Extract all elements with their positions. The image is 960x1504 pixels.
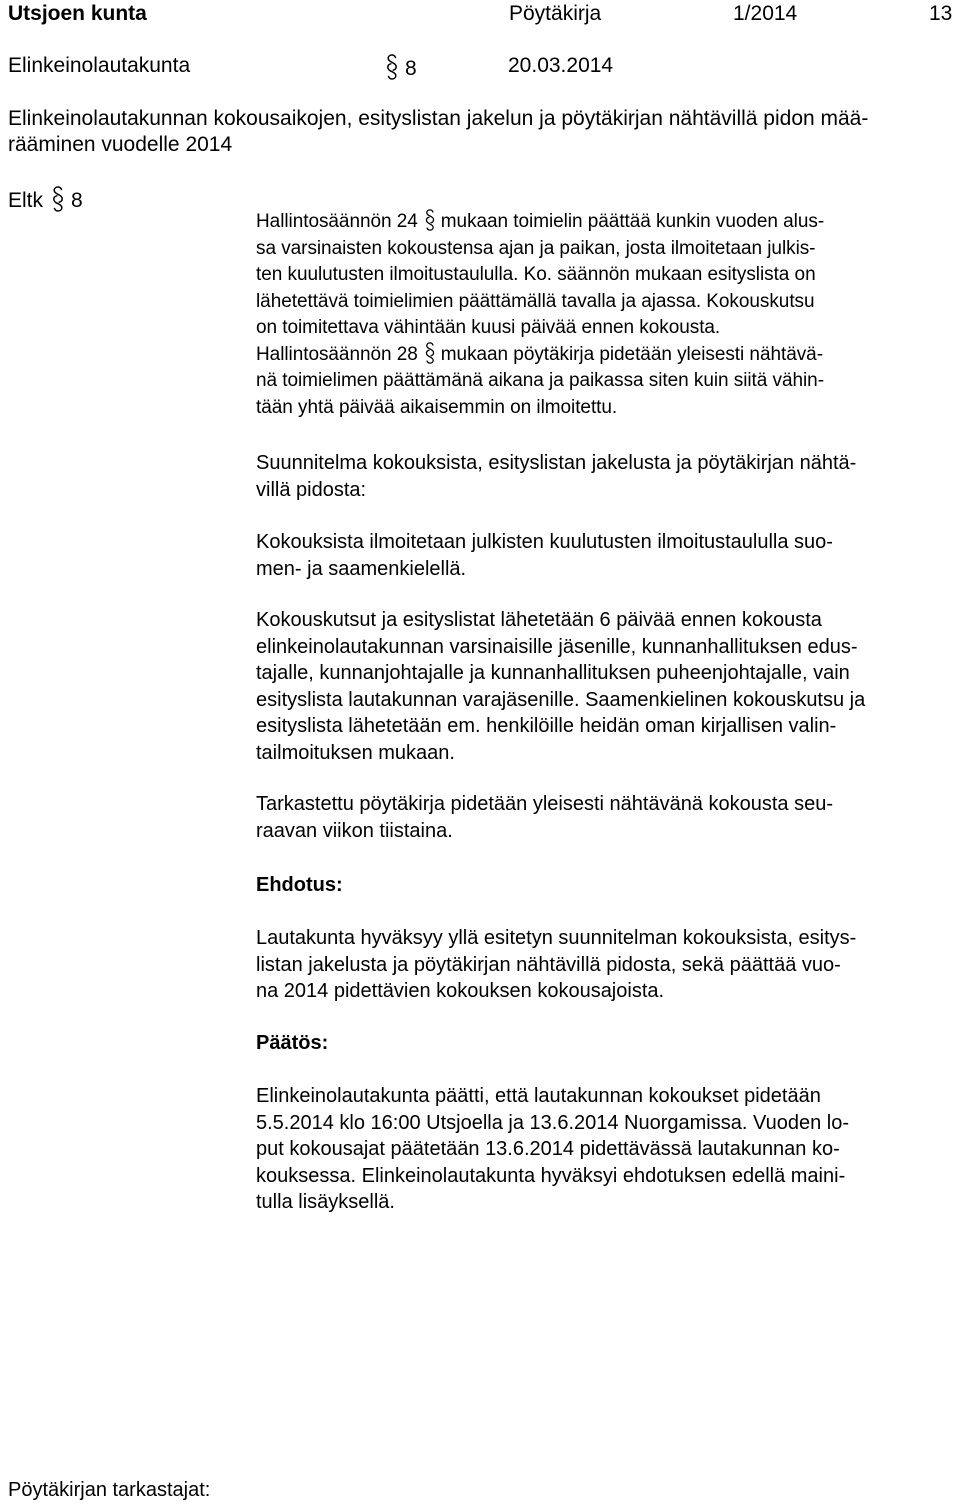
municipality-name: Utsjoen kunta xyxy=(8,2,147,25)
section-sign-icon xyxy=(424,342,436,364)
invitations-paragraph xyxy=(256,607,956,766)
paragraph-line: Hallintosäännön 28 mukaan pöytäkirja pidetään yleisesti nähtävä- xyxy=(256,343,823,365)
paragraph-line: tailmoituksen mukaan. xyxy=(256,741,455,764)
proposal-paragraph xyxy=(256,925,956,1005)
title-line: Elinkeinolautakunnan kokousaikojen, esityslistan jakelun ja pöytäkirjan nähtävillä pidon mää- xyxy=(8,107,869,130)
proposal-heading: Ehdotus: xyxy=(256,874,343,896)
paragraph-line: kouksessa. Elinkeinolautakunta hyväksyi ehdotuksen edellä maini- xyxy=(256,1164,846,1187)
minutes-reviewers-label: Pöytäkirjan tarkastajat: xyxy=(8,1479,211,1501)
section-number: 8 xyxy=(405,57,417,80)
paragraph-line: elinkeinolautakunnan varsinaisille jäsenille, kunnanhallituksen edus- xyxy=(256,635,858,658)
document-title xyxy=(8,106,953,158)
section-reference xyxy=(385,54,417,81)
paragraph-line: villä pidosta: xyxy=(256,478,367,501)
paragraph-line: listan jakelusta ja pöytäkirjan nähtävillä pidosta, sekä päättää vuo- xyxy=(256,953,841,976)
document-type: Pöytäkirja xyxy=(509,2,602,25)
paragraph-line: Hallintosäännön 24 mukaan toimielin päättää kunkin vuoden alus- xyxy=(256,211,825,232)
decision-paragraph xyxy=(256,1083,956,1216)
paragraph-line: on toimitettava vähintään kuusi päivää ennen kokousta. xyxy=(256,317,721,338)
paragraph-line: na 2014 pidettävien kokouksen kokousajoista. xyxy=(256,980,665,1002)
section-sign-icon xyxy=(51,186,65,212)
paragraph-line: 5.5.2014 klo 16:00 Utsjoella ja 13.6.2014 Nuorgamissa. Vuoden lo- xyxy=(256,1111,849,1134)
committee-name: Elinkeinolautakunta xyxy=(8,54,191,77)
paragraph-line: Suunnitelma kokouksista, esityslistan jakelusta ja pöytäkirjan nähtä- xyxy=(256,452,857,474)
section-sign-icon xyxy=(385,54,399,80)
committee-reference xyxy=(8,186,83,214)
paragraph-line: tulla lisäyksellä. xyxy=(256,1191,395,1213)
document-number: 1/2014 xyxy=(733,2,798,25)
plan-paragraph xyxy=(256,450,956,503)
paragraph-line: esityslista lautakunnan varajäsenille. Saamenkielinen kokouskutsu ja xyxy=(256,688,866,711)
paragraph-line: esityslista lähetetään em. henkilöille heidän oman kirjallisen valin- xyxy=(256,715,837,737)
notice-paragraph xyxy=(256,529,956,582)
paragraph-line: lähetettävä toimielimien päättämällä tavalla ja ajassa. Kokouskutsu xyxy=(256,290,815,312)
paragraph-line: tään yhtä päivää aikaisemmin on ilmoitettu. xyxy=(256,396,618,418)
paragraph-line: sa varsinaisten kokoustensa ajan ja paikan, josta ilmoitetaan julkis- xyxy=(256,237,816,259)
title-line: rääminen vuodelle 2014 xyxy=(8,133,233,156)
committee-abbreviation: Eltk xyxy=(8,189,44,212)
paragraph-line: Tarkastettu pöytäkirja pidetään yleisesti nähtävänä kokousta seu- xyxy=(256,793,834,815)
paragraph-line: Kokouksista ilmoitetaan julkisten kuulutusten ilmoitustaululla suo- xyxy=(256,531,833,553)
paragraph-line: ten kuulutusten ilmoitustaululla. Ko. säännön mukaan esityslista on xyxy=(256,264,816,285)
reference-number: 8 xyxy=(71,189,83,212)
paragraph-line: tajalle, kunnanjohtajalle ja kunnanhallituksen puheenjohtajalle, vain xyxy=(256,662,850,684)
section-sign-icon xyxy=(424,209,436,231)
paragraph-line: nä toimielimen päättämänä aikana ja paikassa siten kuin siitä vähin- xyxy=(256,370,824,391)
paragraph-line: Kokouskutsut ja esityslistat lähetetään 6 päivää ennen kokousta xyxy=(256,609,822,631)
page-number: 13 xyxy=(929,2,953,25)
intro-paragraph xyxy=(256,209,956,421)
decision-heading: Päätös: xyxy=(256,1032,329,1054)
meeting-date: 20.03.2014 xyxy=(508,54,614,77)
paragraph-line: Elinkeinolautakunta päätti, että lautakunnan kokoukset pidetään xyxy=(256,1085,821,1107)
paragraph-line: raavan viikon tiistaina. xyxy=(256,819,453,842)
paragraph-line: men- ja saamenkielellä. xyxy=(256,557,467,580)
paragraph-line: Lautakunta hyväksyy yllä esitetyn suunnitelman kokouksista, esitys- xyxy=(256,927,857,949)
paragraph-line: put kokousajat päätetään 13.6.2014 pidettävässä lautakunnan ko- xyxy=(256,1138,840,1160)
minutes-paragraph xyxy=(256,791,956,844)
